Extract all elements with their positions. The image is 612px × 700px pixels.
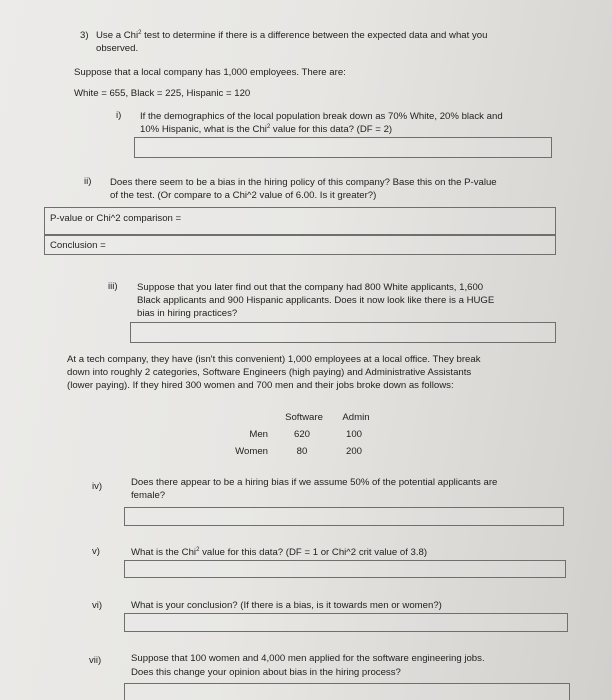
- tech-line1: At a tech company, they have (isn't this convenient) 1,000 employees at a local office. They break: [67, 354, 481, 365]
- question-i-sup: 2: [266, 123, 271, 130]
- pvalue-box[interactable]: [44, 207, 556, 235]
- tech-line3: (lower paying). If they hired 300 women and 700 men and their jobs broke down as follows:: [67, 380, 454, 391]
- question-i-line2-a: 10% Hispanic, what is the Chi: [140, 124, 267, 135]
- question-v-text-a: What is the Chi: [131, 547, 197, 558]
- question-i-line2: [140, 123, 392, 136]
- question-3-sup: 2: [138, 29, 142, 36]
- answer-box-iii[interactable]: [130, 322, 556, 343]
- question-iii-line1: Suppose that you later find out that the company had 800 White applicants, 1,600: [137, 282, 484, 293]
- question-v-text-b: value for this data? (DF = 1 or Chi^2 crit value of 3.8): [199, 547, 428, 558]
- question-ii-roman: ii): [84, 176, 92, 187]
- pvalue-label: P-value or Chi^2 comparison =: [50, 213, 182, 224]
- question-iii-line3: bias in hiring practices?: [137, 308, 238, 319]
- table-cell-women-software: 80: [296, 446, 308, 457]
- answer-box-v[interactable]: [124, 560, 566, 578]
- answer-box-iv[interactable]: [124, 507, 564, 526]
- answer-box-i[interactable]: [134, 137, 552, 158]
- intro-line2: White = 655, Black = 225, Hispanic = 120: [74, 88, 251, 99]
- question-v-sup: 2: [196, 546, 200, 553]
- table-row-label-women: Women: [235, 446, 268, 457]
- tech-line2: down into roughly 2 categories, Software Engineers (high paying) and Administrative Assistants: [67, 367, 472, 378]
- question-3-text-a: Use a Chi: [96, 30, 139, 41]
- question-i-line2-b: value for this data? (DF = 2): [270, 124, 393, 135]
- question-iii-line2: Black applicants and 900 Hispanic applicants. Does it now look like there is a HUGE: [137, 295, 495, 306]
- question-vi-roman: vi): [92, 600, 103, 611]
- question-3-number: 3): [80, 30, 89, 41]
- question-iv-line2: female?: [131, 490, 166, 501]
- question-vii-line1: Suppose that 100 women and 4,000 men applied for the software engineering jobs.: [131, 653, 485, 664]
- table-header-admin: Admin: [342, 412, 370, 423]
- answer-box-vii[interactable]: [124, 683, 570, 700]
- question-iv-roman: iv): [92, 481, 103, 492]
- question-vii-roman: vii): [89, 655, 102, 666]
- question-v-text: [131, 546, 427, 559]
- intro-line1: Suppose that a local company has 1,000 employees. There are:: [74, 67, 346, 78]
- conclusion-label: Conclusion =: [50, 240, 106, 251]
- conclusion-box[interactable]: [44, 235, 556, 255]
- question-3-text-line2: observed.: [96, 43, 139, 54]
- answer-box-vi[interactable]: [124, 613, 568, 632]
- question-iii-roman: iii): [108, 281, 118, 292]
- question-iv-line1: Does there appear to be a hiring bias if we assume 50% of the potential applicants are: [131, 477, 498, 488]
- question-vii-line2: Does this change your opinion about bias in the hiring process?: [131, 667, 401, 678]
- question-v-roman: v): [92, 546, 100, 557]
- table-cell-men-admin: 100: [345, 429, 362, 440]
- question-i-roman: i): [116, 110, 122, 121]
- question-ii-line1: Does there seem to be a bias in the hiring policy of this company? Base this on the P-value: [110, 177, 497, 188]
- question-3-text: [96, 29, 487, 42]
- table-header-software: Software: [285, 412, 323, 423]
- table-cell-men-software: 620: [293, 429, 310, 440]
- table-cell-women-admin: 200: [345, 446, 362, 457]
- question-vi-text: What is your conclusion? (If there is a bias, is it towards men or women?): [131, 600, 442, 611]
- table-row-label-men: Men: [249, 429, 268, 440]
- question-i-line1: If the demographics of the local population break down as 70% White, 20% black and: [140, 111, 503, 122]
- question-ii-line2: of the test. (Or compare to a Chi^2 value of 6.00. Is it greater?): [110, 190, 377, 201]
- question-3-text-b: test to determine if there is a difference between the expected data and what you: [141, 30, 488, 41]
